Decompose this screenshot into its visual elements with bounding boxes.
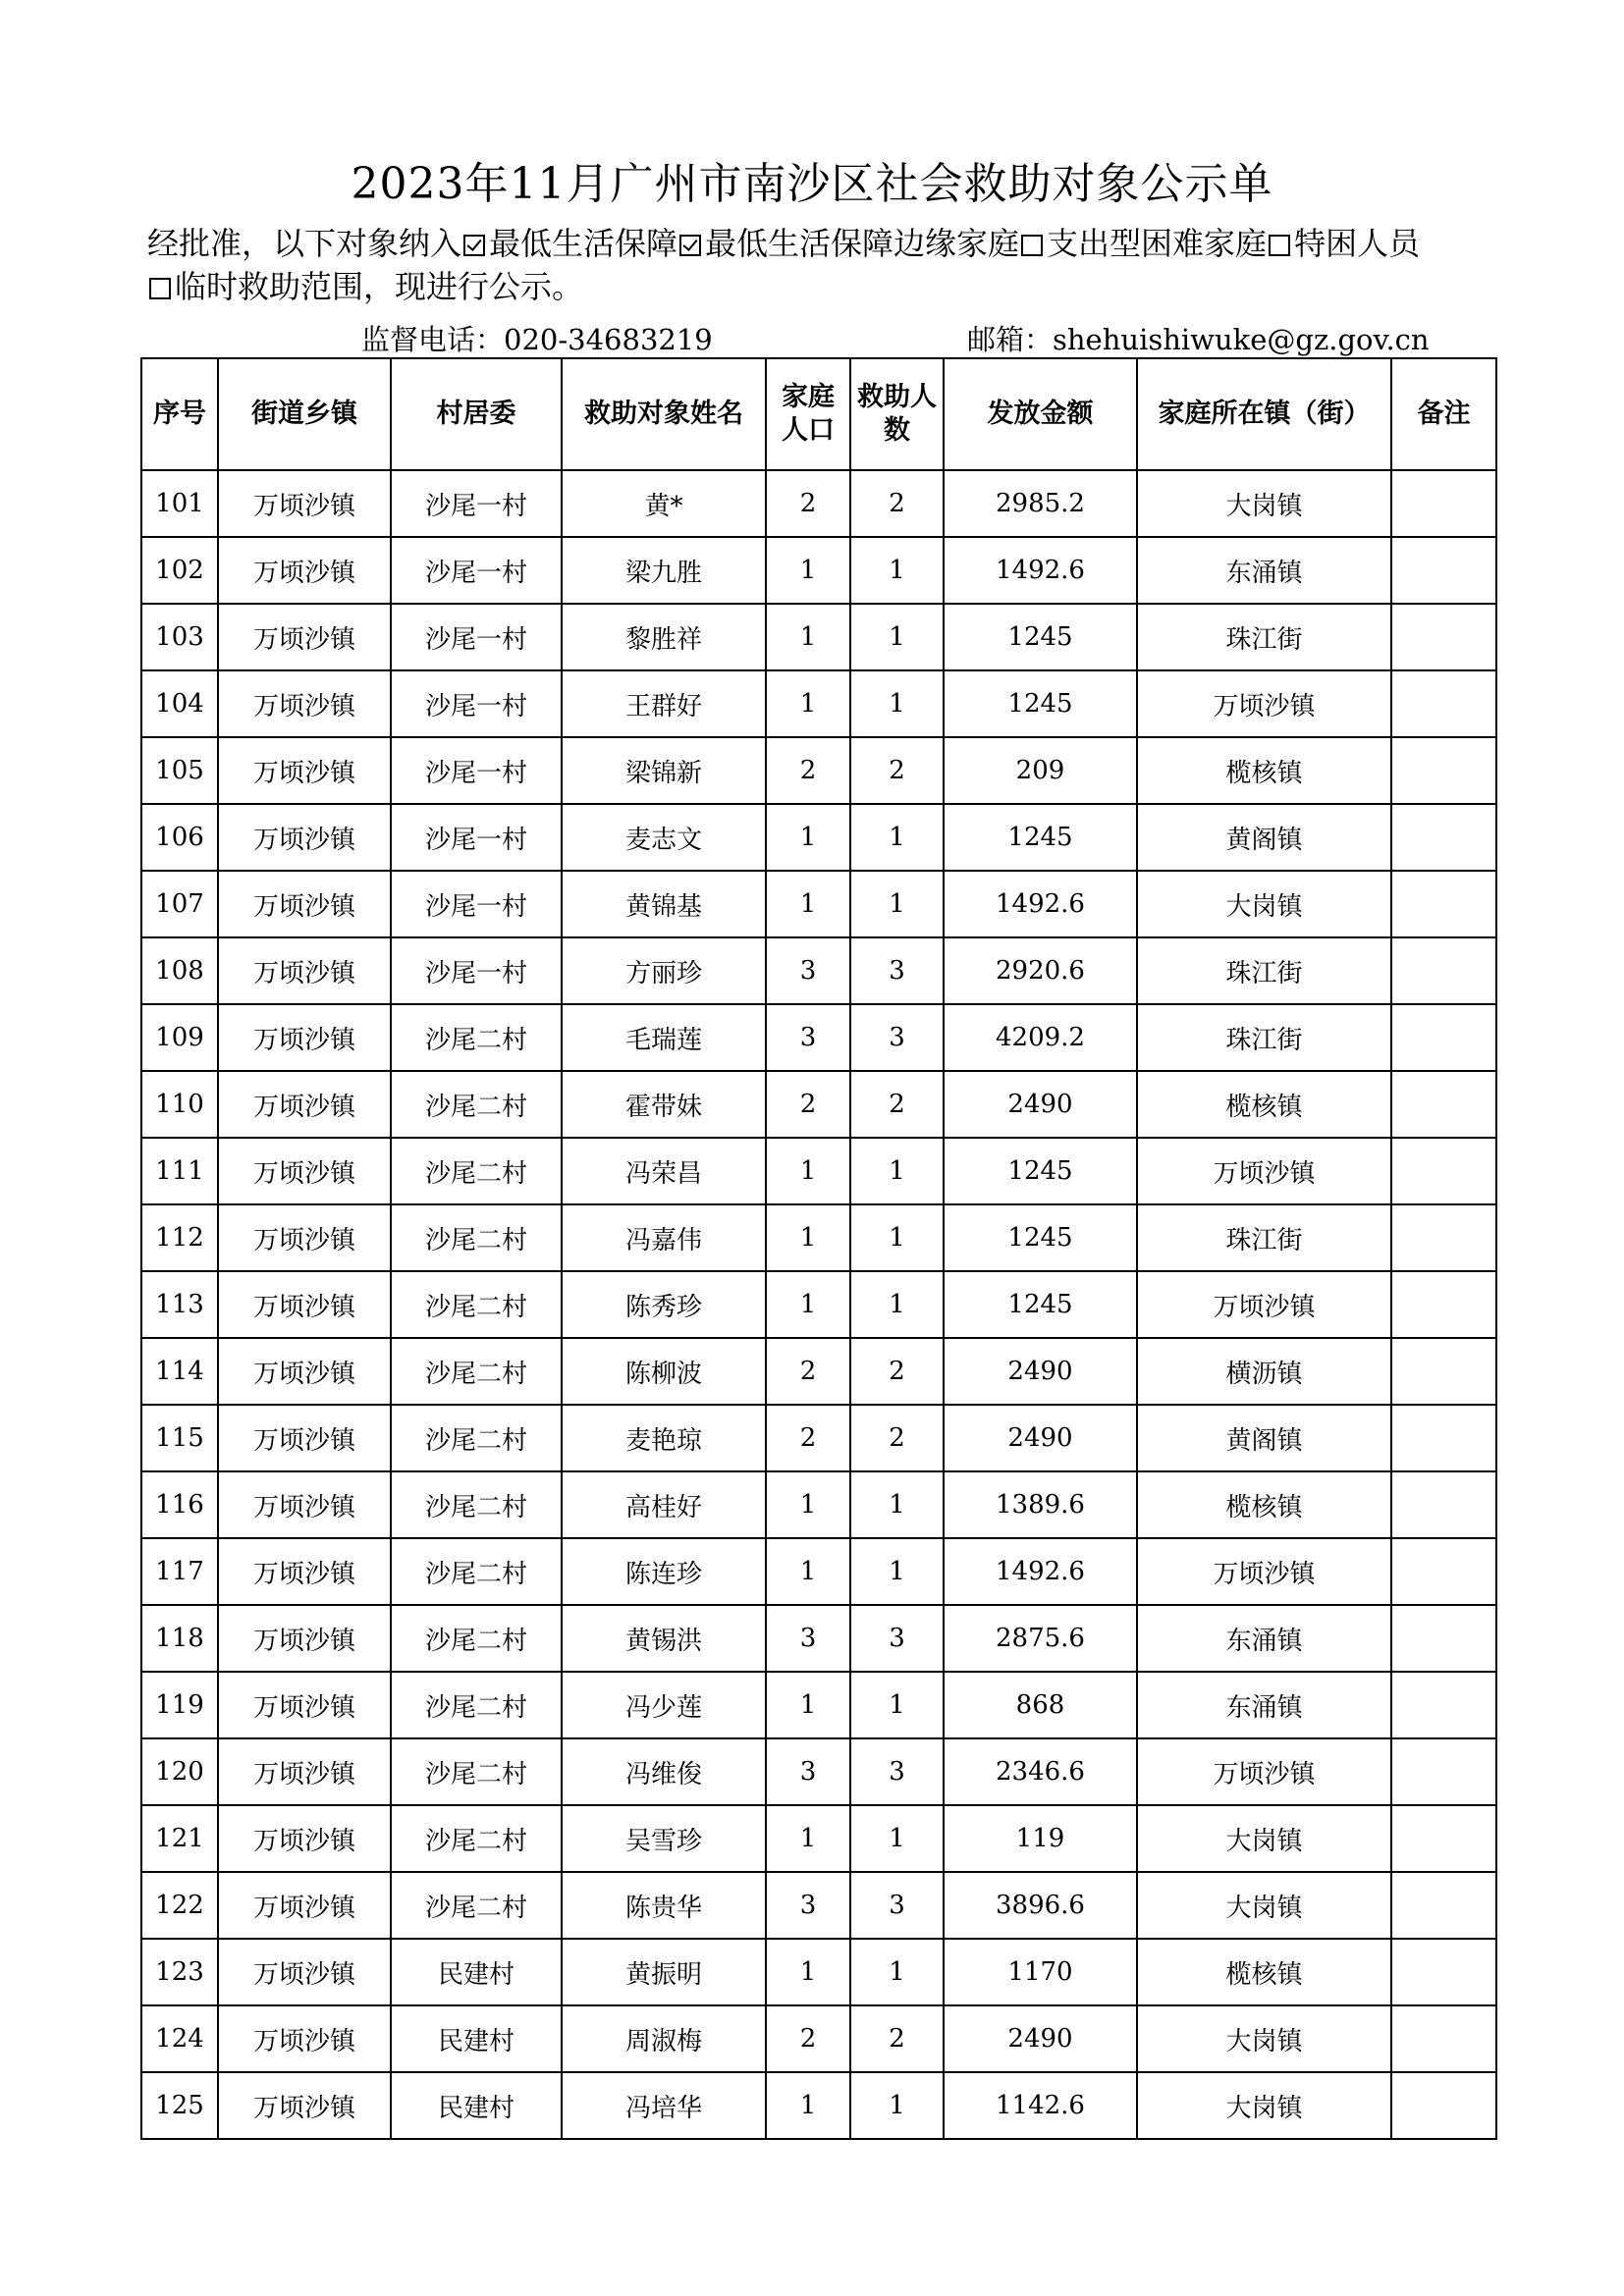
cell-serial: 104: [141, 670, 218, 737]
cell-amount: 1492.6: [944, 871, 1137, 937]
cell-household-size: 1: [766, 1204, 850, 1271]
cell-serial: 109: [141, 1004, 218, 1071]
cell-remarks: [1391, 1805, 1496, 1872]
cell-aided-count: 3: [850, 937, 944, 1004]
option-marginal-family: 最低生活保障边缘家庭: [705, 225, 1020, 262]
cell-home-town: 万顷沙镇: [1137, 670, 1391, 737]
cell-household-size: 2: [766, 1405, 850, 1471]
cell-household-size: 1: [766, 1271, 850, 1338]
cell-remarks: [1391, 1605, 1496, 1672]
cell-amount: 209: [944, 737, 1137, 804]
cell-aided-count: 1: [850, 1805, 944, 1872]
cell-subdistrict: 万顷沙镇: [218, 537, 391, 604]
table-row: [141, 937, 1496, 1004]
table-row: [141, 2005, 1496, 2072]
col-header-remarks: 备注: [1391, 358, 1496, 470]
cell-household-size: 2: [766, 737, 850, 804]
cell-remarks: [1391, 937, 1496, 1004]
cell-village: 沙尾二村: [391, 1605, 562, 1672]
table-row: [141, 1204, 1496, 1271]
col-header-village: 村居委: [391, 358, 562, 470]
cell-remarks: [1391, 1939, 1496, 2005]
cell-home-town: 万顷沙镇: [1137, 1738, 1391, 1805]
cell-remarks: [1391, 1471, 1496, 1538]
cell-subdistrict: 万顷沙镇: [218, 1538, 391, 1605]
cell-amount: 1170: [944, 1939, 1137, 2005]
cell-recipient-name: 黄*: [562, 470, 766, 537]
table-row: [141, 1538, 1496, 1605]
cell-subdistrict: 万顷沙镇: [218, 604, 391, 670]
cell-recipient-name: 黄锦基: [562, 871, 766, 937]
table-row: [141, 1071, 1496, 1138]
cell-amount: 119: [944, 1805, 1137, 1872]
cell-amount: 1245: [944, 1204, 1137, 1271]
cell-home-town: 黄阁镇: [1137, 1405, 1391, 1471]
cell-home-town: 大岗镇: [1137, 2005, 1391, 2072]
cell-aided-count: 1: [850, 2072, 944, 2139]
cell-village: 沙尾二村: [391, 1805, 562, 1872]
cell-village: 沙尾二村: [391, 1471, 562, 1538]
cell-village: 沙尾二村: [391, 1204, 562, 1271]
cell-recipient-name: 周淑梅: [562, 2005, 766, 2072]
col-header-home-town: 家庭所在镇（街）: [1137, 358, 1391, 470]
cell-household-size: 3: [766, 1004, 850, 1071]
cell-household-size: 3: [766, 1872, 850, 1939]
supervision-phone: 监督电话：020-34683219: [361, 323, 713, 356]
cell-home-town: 榄核镇: [1137, 1471, 1391, 1538]
cell-village: 沙尾二村: [391, 1271, 562, 1338]
cell-aided-count: 2: [850, 470, 944, 537]
cell-remarks: [1391, 1271, 1496, 1338]
cell-serial: 107: [141, 871, 218, 937]
table-row: [141, 1271, 1496, 1338]
cell-aided-count: 1: [850, 1271, 944, 1338]
table-row: [141, 1338, 1496, 1405]
cell-serial: 103: [141, 604, 218, 670]
cell-household-size: 3: [766, 937, 850, 1004]
cell-remarks: [1391, 1004, 1496, 1071]
cell-subdistrict: 万顷沙镇: [218, 1271, 391, 1338]
cell-household-size: 1: [766, 1538, 850, 1605]
cell-home-town: 万顷沙镇: [1137, 1138, 1391, 1204]
cell-household-size: 2: [766, 1338, 850, 1405]
cell-home-town: 横沥镇: [1137, 1338, 1391, 1405]
cell-serial: 112: [141, 1204, 218, 1271]
table-row: [141, 1471, 1496, 1538]
cell-aided-count: 1: [850, 1471, 944, 1538]
cell-household-size: 1: [766, 1672, 850, 1738]
cell-amount: 4209.2: [944, 1004, 1137, 1071]
table-row: [141, 1872, 1496, 1939]
checkbox-temporary-assistance-icon: [149, 278, 171, 299]
cell-remarks: [1391, 1538, 1496, 1605]
option-temporary-assistance: 临时救助范围，现进行公示。: [175, 268, 584, 305]
cell-remarks: [1391, 804, 1496, 871]
table-row: [141, 670, 1496, 737]
cell-amount: 1245: [944, 1271, 1137, 1338]
cell-amount: 2920.6: [944, 937, 1137, 1004]
cell-household-size: 1: [766, 1939, 850, 2005]
col-header-subdistrict: 街道乡镇: [218, 358, 391, 470]
cell-home-town: 榄核镇: [1137, 1071, 1391, 1138]
cell-village: 沙尾二村: [391, 1138, 562, 1204]
cell-subdistrict: 万顷沙镇: [218, 1204, 391, 1271]
cell-serial: 122: [141, 1872, 218, 1939]
cell-recipient-name: 陈柳波: [562, 1338, 766, 1405]
cell-amount: 2490: [944, 1338, 1137, 1405]
cell-aided-count: 1: [850, 1204, 944, 1271]
cell-remarks: [1391, 1204, 1496, 1271]
cell-home-town: 黄阁镇: [1137, 804, 1391, 871]
checkbox-minimum-living-icon: [463, 235, 485, 256]
cell-home-town: 东涌镇: [1137, 537, 1391, 604]
cell-household-size: 1: [766, 537, 850, 604]
cell-subdistrict: 万顷沙镇: [218, 1338, 391, 1405]
cell-village: 沙尾一村: [391, 604, 562, 670]
cell-recipient-name: 冯嘉伟: [562, 1204, 766, 1271]
cell-subdistrict: 万顷沙镇: [218, 737, 391, 804]
cell-recipient-name: 冯荣昌: [562, 1138, 766, 1204]
table-row: [141, 737, 1496, 804]
cell-household-size: 1: [766, 871, 850, 937]
cell-home-town: 珠江街: [1137, 937, 1391, 1004]
cell-serial: 120: [141, 1738, 218, 1805]
cell-amount: 1142.6: [944, 2072, 1137, 2139]
cell-serial: 119: [141, 1672, 218, 1738]
cell-home-town: 榄核镇: [1137, 737, 1391, 804]
table-row: [141, 1939, 1496, 2005]
cell-recipient-name: 麦志文: [562, 804, 766, 871]
cell-home-town: 东涌镇: [1137, 1605, 1391, 1672]
col-header-aided-count: 救助人数: [850, 358, 944, 470]
cell-household-size: 1: [766, 1805, 850, 1872]
table-row: [141, 1605, 1496, 1672]
cell-serial: 114: [141, 1338, 218, 1405]
cell-recipient-name: 冯维俊: [562, 1738, 766, 1805]
table-row: [141, 1805, 1496, 1872]
cell-village: 沙尾二村: [391, 1672, 562, 1738]
cell-serial: 118: [141, 1605, 218, 1672]
cell-home-town: 大岗镇: [1137, 871, 1391, 937]
checkbox-extreme-poverty-icon: [1269, 235, 1290, 256]
cell-amount: 2490: [944, 1071, 1137, 1138]
cell-village: 沙尾二村: [391, 1538, 562, 1605]
cell-village: 沙尾二村: [391, 1872, 562, 1939]
cell-aided-count: 2: [850, 1405, 944, 1471]
cell-home-town: 万顷沙镇: [1137, 1538, 1391, 1605]
option-minimum-living: 最低生活保障: [489, 225, 678, 262]
cell-household-size: 2: [766, 1071, 850, 1138]
cell-village: 沙尾二村: [391, 1004, 562, 1071]
cell-village: 沙尾二村: [391, 1338, 562, 1405]
cell-household-size: 2: [766, 2005, 850, 2072]
table-row: [141, 470, 1496, 537]
cell-aided-count: 3: [850, 1004, 944, 1071]
cell-subdistrict: 万顷沙镇: [218, 804, 391, 871]
col-header-amount: 发放金额: [944, 358, 1137, 470]
cell-recipient-name: 陈贵华: [562, 1872, 766, 1939]
cell-household-size: 1: [766, 670, 850, 737]
cell-recipient-name: 梁九胜: [562, 537, 766, 604]
cell-aided-count: 2: [850, 737, 944, 804]
cell-village: 沙尾二村: [391, 1405, 562, 1471]
cell-subdistrict: 万顷沙镇: [218, 1138, 391, 1204]
cell-household-size: 1: [766, 804, 850, 871]
cell-aided-count: 1: [850, 1672, 944, 1738]
cell-remarks: [1391, 871, 1496, 937]
cell-remarks: [1391, 2072, 1496, 2139]
cell-village: 沙尾一村: [391, 804, 562, 871]
cell-amount: 2346.6: [944, 1738, 1137, 1805]
cell-remarks: [1391, 2005, 1496, 2072]
cell-subdistrict: 万顷沙镇: [218, 1605, 391, 1672]
cell-subdistrict: 万顷沙镇: [218, 2072, 391, 2139]
cell-recipient-name: 梁锦新: [562, 737, 766, 804]
cell-village: 民建村: [391, 2005, 562, 2072]
cell-aided-count: 2: [850, 2005, 944, 2072]
cell-household-size: 1: [766, 604, 850, 670]
cell-subdistrict: 万顷沙镇: [218, 2005, 391, 2072]
option-expenditure-hardship: 支出型困难家庭: [1047, 225, 1268, 262]
cell-subdistrict: 万顷沙镇: [218, 1471, 391, 1538]
cell-aided-count: 1: [850, 670, 944, 737]
cell-remarks: [1391, 1672, 1496, 1738]
cell-recipient-name: 陈秀珍: [562, 1271, 766, 1338]
checkbox-expenditure-hardship-icon: [1021, 235, 1043, 256]
cell-remarks: [1391, 1338, 1496, 1405]
cell-home-town: 大岗镇: [1137, 470, 1391, 537]
cell-remarks: [1391, 537, 1496, 604]
cell-amount: 1492.6: [944, 1538, 1137, 1605]
cell-village: 民建村: [391, 1939, 562, 2005]
cell-aided-count: 1: [850, 1138, 944, 1204]
table-row: [141, 1738, 1496, 1805]
cell-serial: 115: [141, 1405, 218, 1471]
table-header-row: [141, 358, 1496, 470]
cell-recipient-name: 冯培华: [562, 2072, 766, 2139]
cell-remarks: [1391, 1138, 1496, 1204]
table-body: [141, 470, 1496, 2139]
cell-home-town: 大岗镇: [1137, 2072, 1391, 2139]
cell-home-town: 大岗镇: [1137, 1872, 1391, 1939]
cell-subdistrict: 万顷沙镇: [218, 1939, 391, 2005]
cell-serial: 113: [141, 1271, 218, 1338]
table-row: [141, 537, 1496, 604]
cell-aided-count: 1: [850, 537, 944, 604]
table-row: [141, 1138, 1496, 1204]
cell-aided-count: 1: [850, 804, 944, 871]
cell-serial: 106: [141, 804, 218, 871]
cell-aided-count: 1: [850, 1939, 944, 2005]
table-row: [141, 871, 1496, 937]
cell-serial: 125: [141, 2072, 218, 2139]
cell-recipient-name: 黄锡洪: [562, 1605, 766, 1672]
cell-village: 沙尾二村: [391, 1738, 562, 1805]
cell-village: 沙尾一村: [391, 937, 562, 1004]
cell-amount: 2985.2: [944, 470, 1137, 537]
cell-serial: 108: [141, 937, 218, 1004]
cell-home-town: 珠江街: [1137, 1204, 1391, 1271]
cell-subdistrict: 万顷沙镇: [218, 1672, 391, 1738]
cell-aided-count: 3: [850, 1872, 944, 1939]
col-header-recipient-name: 救助对象姓名: [562, 358, 766, 470]
cell-subdistrict: 万顷沙镇: [218, 670, 391, 737]
cell-village: 沙尾二村: [391, 1071, 562, 1138]
table-row: [141, 804, 1496, 871]
cell-recipient-name: 吴雪珍: [562, 1805, 766, 1872]
cell-serial: 102: [141, 537, 218, 604]
cell-recipient-name: 方丽珍: [562, 937, 766, 1004]
intro-line-2: [147, 265, 1502, 308]
cell-home-town: 万顷沙镇: [1137, 1271, 1391, 1338]
cell-home-town: 珠江街: [1137, 1004, 1391, 1071]
cell-serial: 123: [141, 1939, 218, 2005]
cell-serial: 124: [141, 2005, 218, 2072]
cell-subdistrict: 万顷沙镇: [218, 1405, 391, 1471]
cell-amount: 2490: [944, 2005, 1137, 2072]
cell-serial: 117: [141, 1538, 218, 1605]
cell-subdistrict: 万顷沙镇: [218, 470, 391, 537]
cell-recipient-name: 王群好: [562, 670, 766, 737]
cell-subdistrict: 万顷沙镇: [218, 1004, 391, 1071]
cell-amount: 3896.6: [944, 1872, 1137, 1939]
cell-aided-count: 2: [850, 1071, 944, 1138]
table-row: [141, 2072, 1496, 2139]
cell-village: 沙尾一村: [391, 670, 562, 737]
cell-amount: 1245: [944, 1138, 1137, 1204]
cell-household-size: 1: [766, 1471, 850, 1538]
cell-village: 民建村: [391, 2072, 562, 2139]
table-row: [141, 604, 1496, 670]
cell-home-town: 大岗镇: [1137, 1805, 1391, 1872]
cell-home-town: 东涌镇: [1137, 1672, 1391, 1738]
col-header-household-size: 家庭人口: [766, 358, 850, 470]
cell-village: 沙尾一村: [391, 470, 562, 537]
cell-village: 沙尾一村: [391, 537, 562, 604]
assistance-table: [140, 357, 1497, 2140]
cell-remarks: [1391, 470, 1496, 537]
cell-amount: 1389.6: [944, 1471, 1137, 1538]
cell-aided-count: 1: [850, 604, 944, 670]
cell-aided-count: 3: [850, 1738, 944, 1805]
table-row: [141, 1405, 1496, 1471]
cell-recipient-name: 霍带妹: [562, 1071, 766, 1138]
cell-amount: 1245: [944, 604, 1137, 670]
cell-remarks: [1391, 604, 1496, 670]
cell-household-size: 3: [766, 1738, 850, 1805]
cell-household-size: 1: [766, 1138, 850, 1204]
cell-home-town: 珠江街: [1137, 604, 1391, 670]
cell-subdistrict: 万顷沙镇: [218, 1805, 391, 1872]
cell-remarks: [1391, 1872, 1496, 1939]
cell-subdistrict: 万顷沙镇: [218, 937, 391, 1004]
cell-remarks: [1391, 1738, 1496, 1805]
cell-recipient-name: 黎胜祥: [562, 604, 766, 670]
cell-aided-count: 3: [850, 1605, 944, 1672]
cell-village: 沙尾一村: [391, 737, 562, 804]
cell-subdistrict: 万顷沙镇: [218, 1738, 391, 1805]
cell-amount: 1245: [944, 804, 1137, 871]
table-row: [141, 1004, 1496, 1071]
cell-aided-count: 1: [850, 871, 944, 937]
option-extreme-poverty: 特困人员: [1294, 225, 1421, 262]
intro-lead: 经批准，以下对象纳入: [147, 225, 462, 262]
cell-recipient-name: 毛瑞莲: [562, 1004, 766, 1071]
cell-serial: 121: [141, 1805, 218, 1872]
contact-email: 邮箱：shehuishiwuke@gz.gov.cn: [967, 323, 1430, 356]
cell-household-size: 2: [766, 470, 850, 537]
cell-serial: 110: [141, 1071, 218, 1138]
cell-serial: 116: [141, 1471, 218, 1538]
cell-serial: 111: [141, 1138, 218, 1204]
cell-remarks: [1391, 1071, 1496, 1138]
cell-recipient-name: 冯少莲: [562, 1672, 766, 1738]
page-title: 2023年11月广州市南沙区社会救助对象公示单: [351, 159, 1273, 209]
cell-amount: 2490: [944, 1405, 1137, 1471]
cell-village: 沙尾一村: [391, 871, 562, 937]
cell-subdistrict: 万顷沙镇: [218, 1071, 391, 1138]
table-row: [141, 1672, 1496, 1738]
cell-aided-count: 2: [850, 1338, 944, 1405]
cell-subdistrict: 万顷沙镇: [218, 1872, 391, 1939]
col-header-serial: 序号: [141, 358, 218, 470]
cell-recipient-name: 黄振明: [562, 1939, 766, 2005]
cell-home-town: 榄核镇: [1137, 1939, 1391, 2005]
intro-line-1: [147, 222, 1502, 265]
cell-subdistrict: 万顷沙镇: [218, 871, 391, 937]
checkbox-marginal-family-icon: [679, 235, 701, 256]
cell-household-size: 1: [766, 2072, 850, 2139]
cell-recipient-name: 高桂好: [562, 1471, 766, 1538]
cell-serial: 101: [141, 470, 218, 537]
cell-amount: 1492.6: [944, 537, 1137, 604]
cell-aided-count: 1: [850, 1538, 944, 1605]
cell-recipient-name: 陈连珍: [562, 1538, 766, 1605]
cell-recipient-name: 麦艳琼: [562, 1405, 766, 1471]
cell-amount: 868: [944, 1672, 1137, 1738]
cell-amount: 2875.6: [944, 1605, 1137, 1672]
cell-remarks: [1391, 1405, 1496, 1471]
cell-remarks: [1391, 737, 1496, 804]
cell-remarks: [1391, 670, 1496, 737]
cell-household-size: 3: [766, 1605, 850, 1672]
cell-amount: 1245: [944, 670, 1137, 737]
cell-serial: 105: [141, 737, 218, 804]
